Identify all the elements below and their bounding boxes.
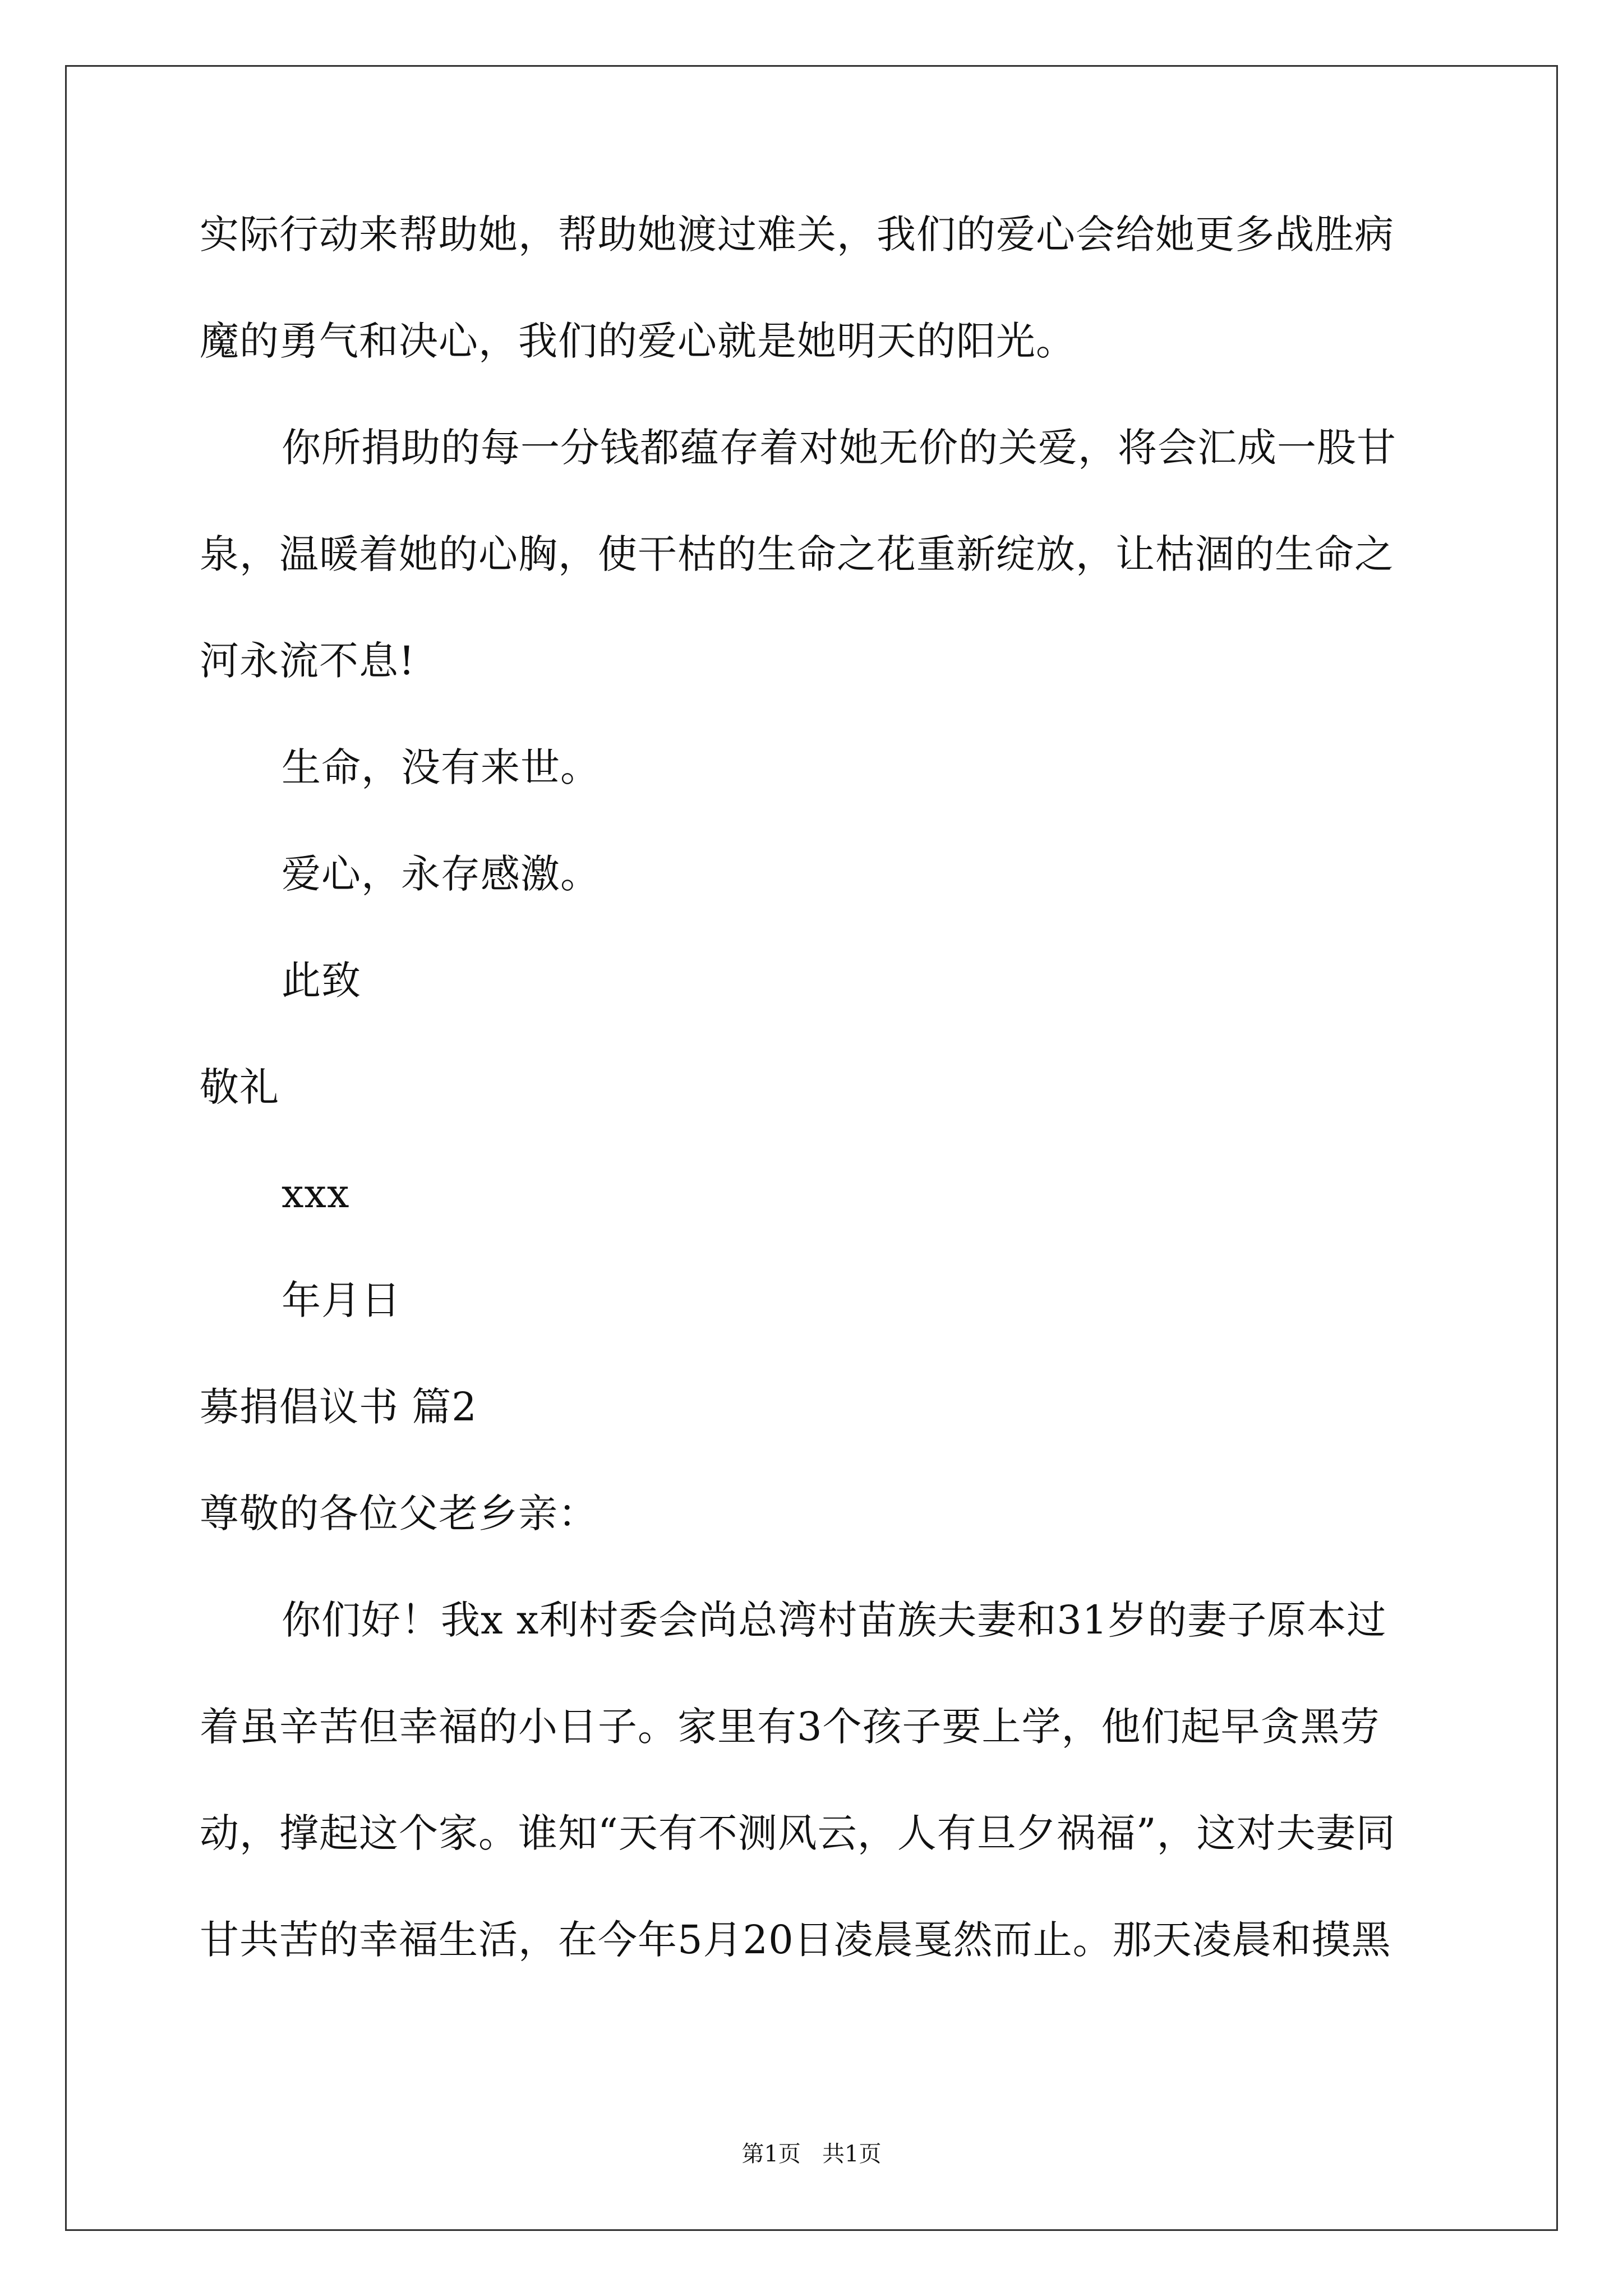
greeting-line: 尊敬的各位父老乡亲：: [200, 1490, 598, 1536]
section-heading: 募捐倡议书 篇2: [200, 1384, 477, 1430]
paragraph-line: 你所捐助的每一分钱都蕴存着对她无价的关爱，将会汇成一股甘: [282, 425, 1396, 471]
paragraph-line: 你们好！我x x利村委会尚总湾村苗族夫妻和31岁的妻子原本过: [282, 1597, 1387, 1643]
paragraph-line: 魔的勇气和决心，我们的爱心就是她明天的阳光。: [200, 318, 1076, 364]
paragraph-line: 甘共苦的幸福生活，在今年5月20日凌晨戛然而止。那天凌晨和摸黑: [200, 1917, 1391, 1963]
page-footer: 第1页 共1页: [741, 2141, 882, 2167]
paragraph-line: 着虽辛苦但幸福的小日子。家里有3个孩子要上学，他们起早贪黑劳: [200, 1704, 1380, 1750]
paragraph-line: 生命，没有来世。: [282, 744, 600, 790]
paragraph-line: 实际行动来帮助她，帮助她渡过难关，我们的爱心会给她更多战胜病: [200, 211, 1394, 257]
closing-regards: 敬礼: [200, 1064, 279, 1110]
paragraph-line: 动，撑起这个家。谁知“天有不测风云，人有旦夕祸福”，这对夫妻同: [200, 1810, 1396, 1856]
paragraph-line: 泉，温暖着她的心胸，使干枯的生命之花重新绽放，让枯涸的生命之: [200, 531, 1394, 577]
paragraph-line: 爱心，永存感激。: [282, 851, 600, 897]
closing-salutation: 此致: [282, 958, 361, 1004]
signature-date: 年月日: [282, 1277, 401, 1323]
page-frame: [65, 65, 1558, 2231]
signature-name: xxx: [282, 1171, 350, 1217]
paragraph-line: 河永流不息!: [200, 638, 416, 684]
